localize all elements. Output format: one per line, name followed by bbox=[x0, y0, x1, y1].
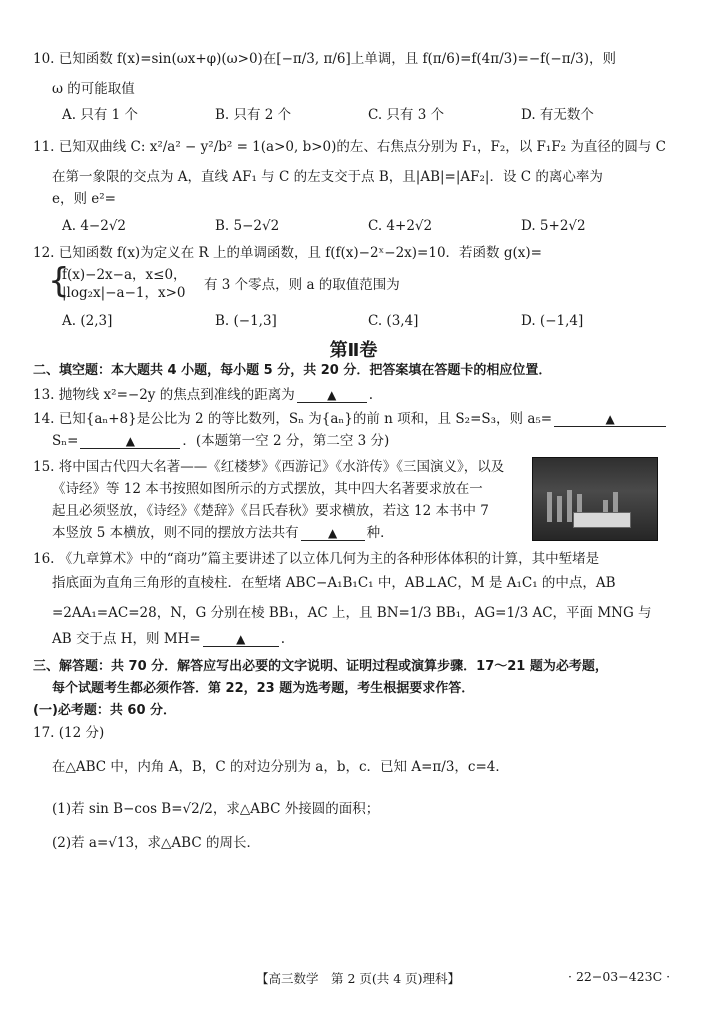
q13-end: . bbox=[368, 387, 374, 403]
section2-heading: 二、填空题：本大题共 4 小题，每小题 5 分，共 20 分．把答案填在答题卡的相应位置． bbox=[33, 363, 552, 378]
q17-stem: 在△ABC 中，内角 A，B，C 的对边分别为 a，b，c．已知 A=π/3，c=4． bbox=[52, 759, 509, 775]
q16-line3: =2AA₁=AC=28，N，G 分别在棱 BB₁，AC 上，且 BN=1/3 BB₁，AG=1/3 AC，平面 MNG 与 bbox=[52, 605, 652, 621]
q12-option-a: A. (2,3] bbox=[62, 313, 113, 329]
q11-line3: e，则 e²= bbox=[52, 191, 116, 207]
q17-part1: (1)若 sin B−cos B=√2/2，求△ABC 外接圆的面积； bbox=[52, 801, 380, 817]
q16-line4 bbox=[52, 630, 285, 648]
q13-answer-blank[interactable] bbox=[297, 388, 367, 403]
blank-marker: ▲ bbox=[327, 388, 337, 402]
q10-option-d: D. 有无数个 bbox=[521, 107, 594, 123]
blank-marker: ▲ bbox=[328, 526, 338, 540]
q15-unit: 种． bbox=[366, 525, 394, 541]
q12-option-b: B. (−1,3] bbox=[215, 313, 277, 329]
blank-marker: ▲ bbox=[125, 434, 136, 448]
part2-title: 第Ⅱ卷 bbox=[329, 340, 378, 361]
q15-text: 本竖放 5 本横放，则不同的摆放方法共有 bbox=[52, 525, 299, 541]
q10-option-b: B. 只有 2 个 bbox=[215, 107, 292, 123]
piecewise-brace: { bbox=[48, 261, 70, 301]
q14-line1 bbox=[33, 410, 668, 428]
q14-sn-label: Sₙ= bbox=[52, 433, 79, 449]
photo-label bbox=[573, 512, 631, 528]
q14-answer-blank-2[interactable] bbox=[80, 434, 180, 449]
q15-answer-blank[interactable] bbox=[301, 526, 365, 541]
q11-line2: 在第一象限的交点为 A，直线 AF₁ 与 C 的左支交于点 B，且|AB|=|AF₂|．设 C 的离心率为 bbox=[52, 169, 603, 185]
blank-marker: ▲ bbox=[236, 632, 246, 646]
q15-line2: 《诗经》等 12 本书按照如图所示的方式摆放，其中四大名著要求放在一 bbox=[52, 481, 483, 497]
q11-option-d: D. 5+2√2 bbox=[521, 218, 586, 234]
q13 bbox=[33, 386, 373, 404]
bookshelf-photo bbox=[532, 457, 658, 541]
q11-option-b: B. 5−2√2 bbox=[215, 218, 280, 234]
q16-end: . bbox=[280, 631, 286, 647]
q12-option-c: C. (3,4] bbox=[368, 313, 419, 329]
q16-line1: 16. 《九章算术》中的“商功”篇主要讲述了以立体几何为主的各种形体体积的计算，其中堑堵是 bbox=[33, 551, 600, 567]
q16-line2: 指底面为直角三角形的直棱柱．在堑堵 ABC−A₁B₁C₁ 中，AB⊥AC，M 是 A₁C₁ 的中点，AB bbox=[52, 575, 616, 591]
section3-line2: 每个试题考生都必须作答．第 22，23 题为选考题，考生根据要求作答． bbox=[52, 681, 475, 696]
q10-line1: 10. 已知函数 f(x)=sin(ωx+φ)(ω>0)在[−π/3, π/6]上单调，且 f(π/6)=f(4π/3)=−f(−π/3)，则 bbox=[33, 51, 617, 67]
q15-line4 bbox=[52, 524, 394, 542]
q16-answer-blank[interactable] bbox=[203, 632, 279, 647]
q12-piece1: f(x)−2x−a，x≤0， bbox=[62, 267, 187, 283]
q11-option-c: C. 4+2√2 bbox=[368, 218, 433, 234]
q10-option-c: C. 只有 3 个 bbox=[368, 107, 445, 123]
q10-line2: ω 的可能取值 bbox=[52, 81, 135, 97]
q11-option-a: A. 4−2√2 bbox=[62, 218, 127, 234]
book-shape bbox=[557, 496, 562, 522]
q15-line1: 15. 将中国古代四大名著——《红楼梦》《西游记》《水浒传》《三国演义》，以及 bbox=[33, 459, 505, 475]
blank-marker: ▲ bbox=[605, 412, 615, 426]
q14-text: 14. 已知{aₙ+8}是公比为 2 的等比数列，Sₙ 为{aₙ}的前 n 项和，且 S₂=S₃，则 a₅= bbox=[33, 411, 553, 427]
q15-line3: 起且必须竖放，《诗经》《楚辞》《吕氏春秋》要求横放，若这 12 本书中 7 bbox=[52, 503, 489, 519]
q14-note: ．(本题第一空 2 分，第二空 3 分) bbox=[182, 433, 390, 449]
q12-line1: 12. 已知函数 f(x)为定义在 R 上的单调函数，且 f(f(x)−2ˣ−2x)=10．若函数 g(x)= bbox=[33, 245, 542, 261]
q11-line1: 11. 已知双曲线 C: x²/a² − y²/b² = 1(a>0, b>0)的左、右焦点分别为 F₁，F₂，以 F₁F₂ 为直径的圆与 C bbox=[33, 139, 666, 155]
required-heading: (一)必考题：共 60 分． bbox=[33, 703, 177, 718]
page-footer: 【高三数学 第 2 页(共 4 页)理科】 bbox=[256, 971, 461, 986]
q17-head: 17. (12 分) bbox=[33, 725, 105, 741]
q13-text: 13. 抛物线 x²=−2y 的焦点到准线的距离为 bbox=[33, 387, 295, 403]
q14-line2 bbox=[52, 432, 389, 450]
section3-line1: 三、解答题：共 70 分．解答应写出必要的文字说明、证明过程或演算步骤．17～21 题为必考题， bbox=[33, 659, 608, 674]
q12-tail: 有 3 个零点，则 a 的取值范围为 bbox=[204, 277, 400, 293]
exam-code: · 22−03−423C · bbox=[568, 969, 671, 984]
q10-option-a: A. 只有 1 个 bbox=[62, 107, 139, 123]
q12-option-d: D. (−1,4] bbox=[521, 313, 584, 329]
q12-piece2: |log₂x|−a−1，x>0 bbox=[62, 285, 186, 301]
q16-text: AB 交于点 H，则 MH= bbox=[52, 631, 201, 647]
q14-answer-blank-1[interactable] bbox=[554, 412, 666, 427]
book-shape bbox=[567, 490, 572, 522]
book-shape bbox=[547, 492, 552, 522]
q17-part2: (2)若 a=√13，求△ABC 的周长． bbox=[52, 835, 260, 851]
